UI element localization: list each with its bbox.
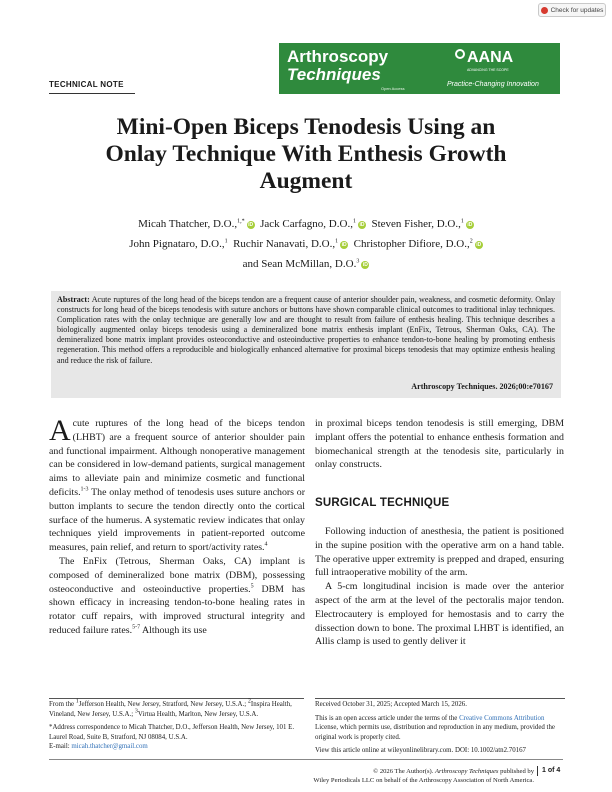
copyright-line: Wiley Periodicals LLC on behalf of the Arthroscopy Association of North America. <box>313 777 534 784</box>
reference-link[interactable]: 5 <box>250 583 254 590</box>
author-affiliation: 2 <box>469 238 473 245</box>
author-line <box>60 254 552 274</box>
author-name: and Sean McMillan, D.O. <box>242 258 357 270</box>
author-name: Micah Thatcher, D.O., <box>138 218 238 230</box>
copyright-journal: Arthroscopy Techniques <box>435 768 499 775</box>
affiliation-marker: 3 <box>134 708 138 715</box>
orcid-icon[interactable]: iD <box>359 222 365 228</box>
author-name: Jack Carfagno, D.O., <box>260 218 353 230</box>
license-text: License, which permits use, distribution and reproduction in any medium, provided the original work is properly cited. <box>315 724 555 741</box>
footnotes-left <box>49 700 304 756</box>
author-name: Steven Fisher, D.O., <box>371 218 461 230</box>
footnote-rule-left <box>49 698 304 699</box>
body-paragraph <box>49 414 305 555</box>
correspondence-note <box>49 723 304 752</box>
paragraph-text: DBM has shown efficacy in increasing tendon-to-bone healing rates in rotator cuff repairs, with improved structural integrity and reduced failure rates. <box>49 583 305 636</box>
body-column-right-lower <box>315 525 564 649</box>
body-column-right <box>315 417 564 472</box>
author-affiliation: 3 <box>356 258 360 265</box>
copyright-text: published by <box>498 768 534 775</box>
check-for-updates-button[interactable] <box>538 3 606 17</box>
copyright-line <box>300 767 534 776</box>
paragraph-text: cute ruptures of the long head of the biceps tendon (LHBT) are a frequent source of anterior shoulder pain and functional impairment. Although nonoperative management can be considered in low-demand patients, surgical management aims to alleviate pain and minimize cosmetic and functional deficits. <box>49 418 305 498</box>
drop-cap: A <box>49 414 71 447</box>
section-heading: SURGICAL TECHNIQUE <box>315 497 450 509</box>
abstract-citation: Arthroscopy Techniques. 2026;00:e70167 <box>411 381 553 391</box>
update-icon <box>541 7 548 14</box>
affiliation-marker: 1 <box>75 698 79 705</box>
aana-logo-icon <box>455 49 465 59</box>
author-name: Christopher Difiore, D.O., <box>353 238 470 250</box>
orcid-icon[interactable]: iD <box>341 242 347 248</box>
orcid-icon[interactable]: iD <box>467 222 473 228</box>
orcid-icon[interactable]: iD <box>248 222 254 228</box>
author-name: John Pignataro, D.O., <box>129 238 225 250</box>
article-type: TECHNICAL NOTE <box>49 80 124 89</box>
affiliations-text: Jefferson Health, New Jersey, Stratford, New Jersey, U.S.A.; <box>78 701 248 708</box>
author-affiliation: 1 <box>335 238 339 245</box>
body-column-left <box>49 414 305 638</box>
body-paragraph: A 5-cm longitudinal incision is made over the anterior aspect of the arm at the level of the pectoralis major tendon. Electrocautery is employed for hemostasis and to carry the dissection down to bone. The proximal LHBT is identified, an Allis clamp is used to gently deliver it <box>315 581 564 648</box>
author-name: Ruchir Nanavati, D.O., <box>233 238 336 250</box>
society-subtitle: ADVANCING THE SCOPE <box>467 68 509 72</box>
correspondence-address: *Address correspondence to Micah Thatcher, D.O., Jefferson Health, New Jersey, 101 E. Laurel Road, Suite B, Stratford, NJ 08084, U.S.A. <box>49 724 295 741</box>
title-line: Mini-Open Biceps Tenodesis Using an <box>116 114 496 140</box>
society-name: AANA <box>467 49 514 66</box>
affiliations-text: From the <box>49 701 76 708</box>
license-link[interactable]: Creative Commons Attribution <box>459 714 545 722</box>
abstract-label: Abstract: <box>57 295 90 304</box>
license-note <box>315 714 565 743</box>
article-title <box>40 114 572 195</box>
page-number-divider <box>537 766 538 776</box>
reference-link[interactable]: 5-7 <box>132 624 141 631</box>
body-paragraph <box>49 555 305 638</box>
paragraph-text: The onlay method of tenodesis uses suture anchors or button implants to secure the tendon directly onto the cortical surface of the humerus. A systematic review indicates that onlay techniques yield improvements in patient-reported outcome measures, pain relief, and return to sport/activity rates. <box>49 486 305 554</box>
author-list <box>60 214 552 274</box>
author-affiliation: 1 <box>352 218 356 225</box>
affiliation-marker: 2 <box>247 698 251 705</box>
copyright-notice <box>300 767 534 785</box>
title-line: Onlay Technique With Enthesis Growth <box>105 141 507 167</box>
abstract-box <box>51 291 561 398</box>
author-affiliation: 1 <box>460 218 464 225</box>
check-for-updates-label: Check for updates <box>550 6 604 14</box>
abstract-text: Acute ruptures of the long head of the biceps tendon are a frequent cause of anterior shoulder pain, weakness, and cosmetic deformity. Onlay constructs for long head of the biceps tenodesis with suture anchors or buttons have shown comparable clinical outcomes to traditional inlay techniques. Complication rates with the onlay technique are generally low and are thought to result from failure of enthesis healing. This technique describes a biologically augmented onlay biceps tenodesis using a demineralized bone matrix enthesis implant (EnFix, Tetrous, Sherman Oaks, CA). The demineralized bone matrix implant provides osteoconductive and osteoinductive properties to enhance tendon-to-bone healing by promoting enthesis regeneration. This method offers a reproducible and biologically enhanced alternative for proximal biceps tenodesis that may optimize enthesis healing and reduce the risk of failure. <box>57 295 555 365</box>
email-link[interactable]: micah.thatcher@gmail.com <box>71 743 148 751</box>
orcid-icon[interactable]: iD <box>362 262 368 268</box>
email-label: E-mail: <box>49 743 72 751</box>
article-type-rule <box>49 93 135 94</box>
author-line <box>60 214 552 234</box>
author-affiliation: 1 <box>224 238 228 245</box>
reference-link[interactable]: 4 <box>264 541 268 548</box>
affiliations-note <box>49 700 304 719</box>
journal-banner <box>279 43 560 94</box>
footer-rule <box>49 759 563 760</box>
title-line: Augment <box>259 168 353 194</box>
journal-tagline: Practice-Changing Innovation <box>447 81 539 88</box>
online-note: View this article online at wileyonlinelibrary.com. DOI: 10.1002/atn2.70167 <box>315 747 526 755</box>
journal-name-line2: Techniques <box>287 65 381 84</box>
journal-name-line1: Arthroscopy <box>287 47 389 66</box>
body-paragraph: in proximal biceps tendon tenodesis is still emerging, DBM implant offers the potential to enhance enthesis formation and biomechanical strength at the tenodesis site, particularly in onlay constructs. <box>315 418 564 471</box>
copyright-text: © 2026 The Author(s). <box>373 768 436 775</box>
author-line <box>60 234 552 254</box>
paragraph-text: The EnFix (Tetrous, Sherman Oaks, CA) implant is composed of demineralized bone matrix (DBM), possessing osteoconductive and osteoinductive properties. <box>49 555 305 595</box>
license-text: This is an open access article under the terms of the <box>315 714 460 722</box>
open-access-label: Open Access <box>381 86 405 91</box>
affiliations-text: Inspira Health, Vineland, New Jersey, U.S.A.; <box>49 701 292 718</box>
affiliations-text: Virtua Health, Marlton, New Jersey, U.S.A. <box>137 710 259 718</box>
paragraph-text: Although its use <box>140 624 207 636</box>
received-note: Received October 31, 2025; Accepted March 15, 2026. <box>315 701 467 708</box>
reference-link[interactable]: 1-3 <box>80 486 89 493</box>
footnotes-right <box>315 700 565 760</box>
page-number: 1 of 4 <box>542 767 561 774</box>
orcid-icon[interactable]: iD <box>476 242 482 248</box>
footnote-rule-right <box>315 698 565 699</box>
body-paragraph: Following induction of anesthesia, the patient is positioned in the supine position with the operative arm on a hand table. The operative upper extremity is prepped and draped, ensuring full intraoperative mobility of the arm. <box>315 526 564 579</box>
author-affiliation: 1,* <box>237 218 245 225</box>
